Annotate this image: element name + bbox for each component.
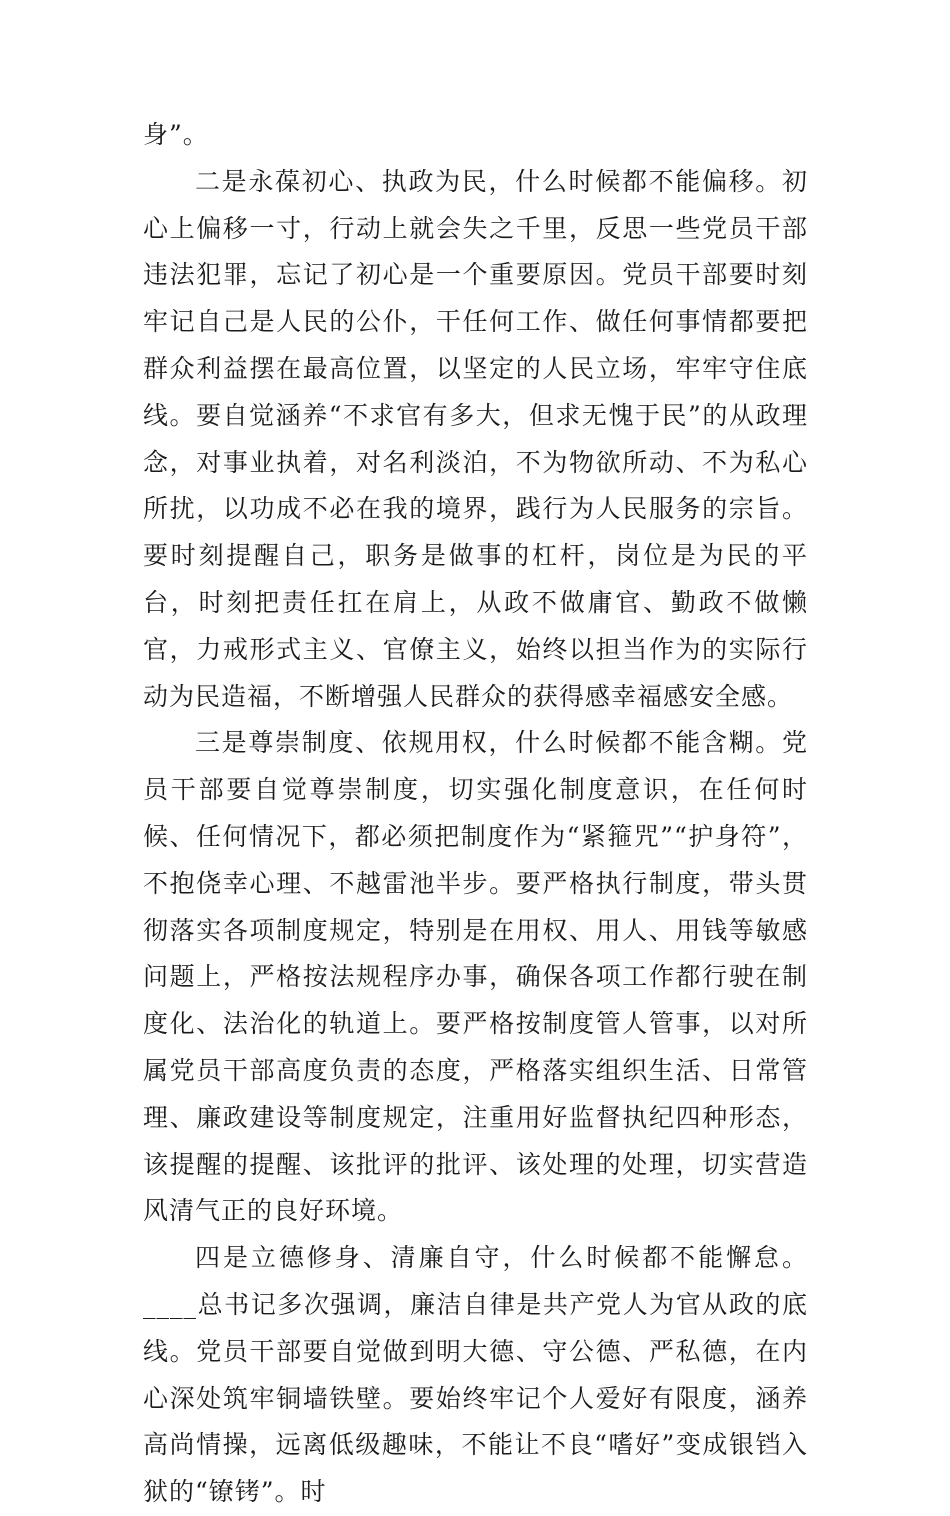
- document-body: [143, 112, 808, 1516]
- paragraph-point-three: 三是尊崇制度、依规用权，什么时候都不能含糊。党员干部要自觉尊崇制度，切实强化制度意识，在任何时候、任何情况下，都必须把制度作为“紧箍咒”“护身符”，不抱侥幸心理、不越雷池半步。要严格执行制度，带头贯彻落实各项制度规定，特别是在用权、用人、用钱等敏感问题上，严格按法规程序办事，确保各项工作都行驶在制度化、法治化的轨道上。要严格按制度管人管事，以对所属党员干部高度负责的态度，严格落实组织生活、日常管理、廉政建设等制度规定，注重用好监督执纪四种形态，该提醒的提醒、该批评的批评、该处理的处理，切实营造风清气正的良好环境。: [143, 728, 808, 1226]
- paragraph-point-four: 四是立德修身、清廉自守，什么时候都不能懈怠。____总书记多次强调，廉洁自律是共产党人为官从政的底线。党员干部要自觉做到明大德、守公德、严私德，在内心深处筑牢铜墙铁壁。要始终牢记个人爱好有限度，涵养高尚情操，远离低级趣味，不能让不良“嗜好”变成银铛入狱的“镣铐”。时: [143, 1243, 808, 1507]
- paragraph-continuation: 身”。: [143, 120, 209, 149]
- paragraph-point-two: 二是永葆初心、执政为民，什么时候都不能偏移。初心上偏移一寸，行动上就会失之千里，反思一些党员干部违法犯罪，忘记了初心是一个重要原因。党员干部要时刻牢记自己是人民的公仆，干任何工作、做任何事情都要把群众利益摆在最高位置，以坚定的人民立场，牢牢守住底线。要自觉涵养“不求官有多大，但求无愧于民”的从政理念，对事业执着，对名利淡泊，不为物欲所动、不为私心所扰，以功成不必在我的境界，践行为人民服务的宗旨。要时刻提醒自己，职务是做事的杠杆，岗位是为民的平台，时刻把责任扛在肩上，从政不做庸官、勤政不做懒官，力戒形式主义、官僚主义，始终以担当作为的实际行动为民造福，不断增强人民群众的获得感幸福感安全感。: [143, 166, 808, 711]
